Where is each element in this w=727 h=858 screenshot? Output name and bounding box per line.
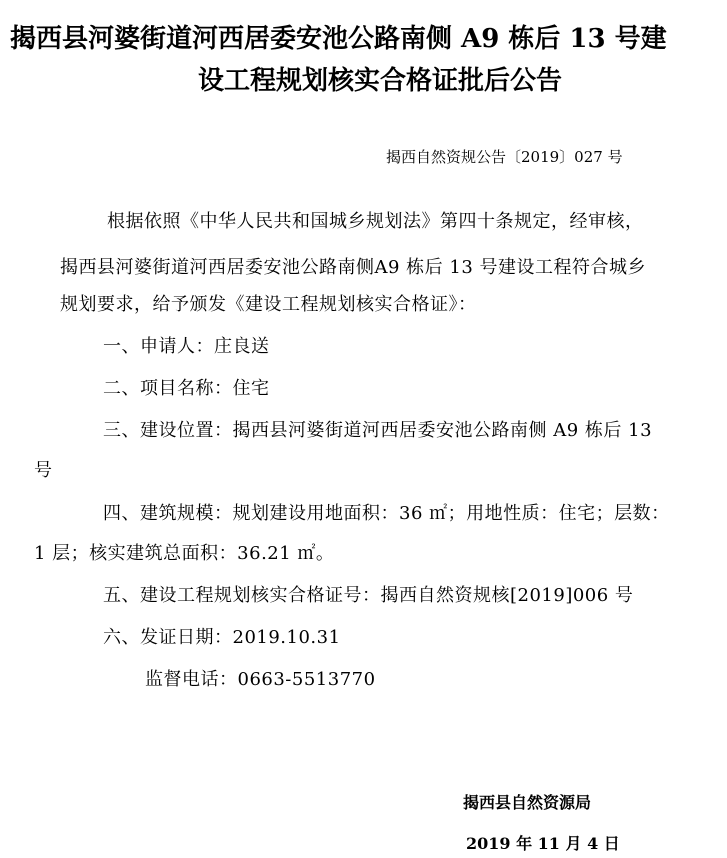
title-line-1: 揭西县河婆街道河西居委安池公路南侧 A9 栋后 13 号建	[10, 24, 667, 54]
item-location-line-2: 号	[34, 460, 53, 481]
item-certificate-number: 五、建设工程规划核实合格证号：揭西自然资规核[2019]006 号	[103, 585, 634, 606]
item-applicant: 一、申请人：庄良送	[103, 336, 270, 357]
item-scale-line-1: 四、建筑规模：规划建设用地面积：36 ㎡；用地性质：住宅；层数：	[103, 503, 670, 524]
item-scale-line-2: 1 层；核实建筑总面积：36.21 ㎡。	[34, 543, 335, 564]
item-hotline: 监督电话：0663-5513770	[145, 669, 376, 690]
item-issue-date: 六、发证日期：2019.10.31	[103, 627, 341, 648]
issue-date-signature: 2019 年 11 月 4 日	[466, 834, 620, 853]
title-line-2: 设工程规划核实合格证批后公告	[198, 66, 563, 96]
item-location-line-1: 三、建设位置：揭西县河婆街道河西居委安池公路南侧 A9 栋后 13	[103, 420, 653, 441]
intro-line-3: 规划要求，给予颁发《建设工程规划核实合格证》：	[60, 294, 477, 315]
intro-line-2: 揭西县河婆街道河西居委安池公路南侧A9 栋后 13 号建设工程符合城乡	[60, 257, 647, 278]
issuing-agency: 揭西县自然资源局	[463, 793, 592, 812]
intro-line-1: 根据依照《中华人民共和国城乡规划法》第四十条规定，经审核，	[107, 211, 644, 232]
item-project-name: 二、项目名称：住宅	[103, 378, 270, 399]
reference-number: 揭西自然资规公告〔2019〕027 号	[386, 148, 623, 166]
